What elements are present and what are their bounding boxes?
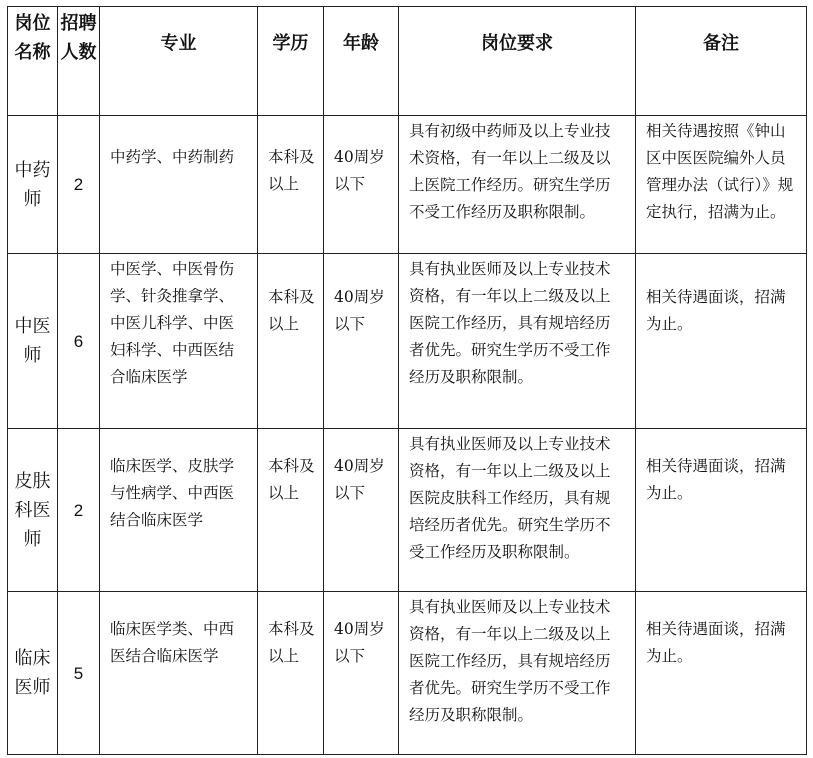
header-row	[8, 7, 807, 116]
header-major: 专业	[100, 7, 258, 116]
header-education: 学历	[258, 7, 324, 116]
note-cell: 相关待遇面谈，招满为止。	[636, 254, 807, 429]
table-row	[8, 254, 807, 429]
education-cell: 本科及以上	[258, 254, 324, 429]
recruitment-table	[7, 6, 807, 755]
position-cell: 临床医师	[8, 592, 58, 755]
table-row	[8, 429, 807, 592]
age-cell: 40周岁以下	[324, 116, 399, 254]
header-position: 岗位名称	[8, 7, 58, 116]
count-cell: 2	[58, 116, 100, 254]
header-count: 招聘人数	[58, 7, 100, 116]
table-row	[8, 116, 807, 254]
age-cell: 40周岁以下	[324, 592, 399, 755]
education-cell: 本科及以上	[258, 429, 324, 592]
position-cell: 中医师	[8, 254, 58, 429]
note-cell: 相关待遇面谈，招满为止。	[636, 592, 807, 755]
header-age: 年龄	[324, 7, 399, 116]
requirement-cell: 具有执业医师及以上专业技术资格，有一年以上二级及以上医院工作经历，具有规培经历者优先。研究生学历不受工作经历及职称限制。	[399, 254, 636, 429]
position-cell: 中药师	[8, 116, 58, 254]
position-cell: 皮肤科医师	[8, 429, 58, 592]
major-cell: 中药学、中药制药	[100, 116, 258, 254]
education-cell: 本科及以上	[258, 116, 324, 254]
major-cell: 中医学、中医骨伤学、针灸推拿学、中医儿科学、中医妇科学、中西医结合临床医学	[100, 254, 258, 429]
count-cell: 5	[58, 592, 100, 755]
note-cell: 相关待遇面谈，招满为止。	[636, 429, 807, 592]
header-note: 备注	[636, 7, 807, 116]
age-cell: 40周岁以下	[324, 254, 399, 429]
education-cell: 本科及以上	[258, 592, 324, 755]
count-cell: 6	[58, 254, 100, 429]
requirement-cell: 具有执业医师及以上专业技术资格，有一年以上二级及以上医院工作经历，具有规培经历者优先。研究生学历不受工作经历及职称限制。	[399, 592, 636, 755]
table-row	[8, 592, 807, 755]
major-cell: 临床医学类、中西医结合临床医学	[100, 592, 258, 755]
major-cell: 临床医学、皮肤学与性病学、中西医结合临床医学	[100, 429, 258, 592]
count-cell: 2	[58, 429, 100, 592]
header-requirement: 岗位要求	[399, 7, 636, 116]
note-cell: 相关待遇按照《钟山区中医医院编外人员管理办法（试行）》规定执行，招满为止。	[636, 116, 807, 254]
requirement-cell: 具有执业医师及以上专业技术资格，有一年以上二级及以上医院皮肤科工作经历，具有规培经历者优先。研究生学历不受工作经历及职称限制。	[399, 429, 636, 592]
age-cell: 40周岁以下	[324, 429, 399, 592]
requirement-cell: 具有初级中药师及以上专业技术资格，有一年以上二级及以上医院工作经历。研究生学历不受工作经历及职称限制。	[399, 116, 636, 254]
